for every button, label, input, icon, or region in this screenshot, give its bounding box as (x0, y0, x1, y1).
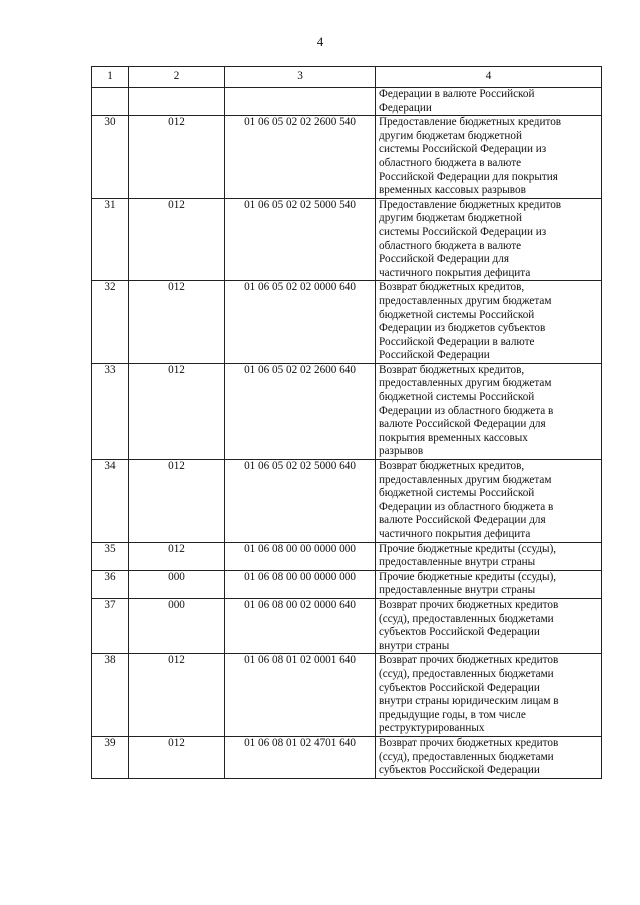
desc-line: бюджетной системы Российской (379, 391, 535, 404)
page-number: 4 (316, 34, 324, 49)
desc-line: Федерации из бюджетов субъектов (379, 322, 546, 335)
desc-line: областного бюджета в валюте (379, 156, 522, 169)
table-row (92, 281, 602, 364)
cell-kbk: 01 06 05 02 02 5000 540 (225, 198, 376, 281)
cell-description (376, 460, 602, 543)
table-row (92, 116, 602, 199)
cell-description (376, 570, 602, 598)
desc-line: Возврат прочих бюджетных кредитов (379, 736, 559, 749)
cell-num: 30 (92, 116, 129, 199)
desc-line: Федерации в валюте Российской (379, 88, 535, 100)
desc-line: другим бюджетам бюджетной (379, 212, 522, 225)
desc-line: Возврат бюджетных кредитов, (379, 281, 525, 294)
cell-description (376, 281, 602, 364)
header-col-1: 1 (92, 67, 129, 88)
table-row (92, 460, 602, 543)
desc-line: Возврат прочих бюджетных кредитов (379, 654, 559, 667)
desc-line: субъектов Российской Федерации (379, 626, 540, 639)
cell-code: 012 (129, 116, 225, 199)
cell-kbk: 01 06 08 01 02 4701 640 (225, 736, 376, 778)
desc-line: Прочие бюджетные кредиты (ссуды), (379, 542, 557, 555)
table-row (92, 736, 602, 778)
desc-line: субъектов Российской Федерации (379, 764, 540, 777)
cell-description (376, 598, 602, 653)
desc-line: Предоставление бюджетных кредитов (379, 116, 562, 129)
table-row (92, 198, 602, 281)
desc-line: Федерации (379, 101, 432, 114)
cell-num: 32 (92, 281, 129, 364)
desc-line: предоставленных другим бюджетам (379, 473, 552, 486)
cell-code: 000 (129, 570, 225, 598)
cell-num (92, 88, 129, 116)
cell-code: 012 (129, 198, 225, 281)
cell-num: 38 (92, 654, 129, 737)
desc-line: Федерации из областного бюджета в (379, 500, 554, 513)
cell-code: 012 (129, 654, 225, 737)
desc-line: (ссуд), предоставленных бюджетами (379, 750, 554, 763)
desc-line: Российской Федерации для (379, 253, 509, 266)
cell-description (376, 654, 602, 737)
desc-line: другим бюджетам бюджетной (379, 129, 522, 142)
table-row (92, 363, 602, 459)
desc-line: Российской Федерации для покрытия (379, 170, 558, 183)
cell-kbk: 01 06 08 00 00 0000 000 (225, 542, 376, 570)
desc-line: Российской Федерации в валюте (379, 335, 535, 348)
desc-line: предыдущие годы, в том числе (379, 708, 526, 721)
desc-line: частичного покрытия дефицита (379, 266, 531, 279)
desc-line: субъектов Российской Федерации (379, 681, 540, 694)
desc-line: Возврат прочих бюджетных кредитов (379, 598, 559, 611)
desc-line: предоставленные внутри страны (379, 584, 536, 597)
desc-line: валюте Российской Федерации для (379, 418, 546, 431)
desc-line: частичного покрытия дефицита (379, 528, 531, 540)
desc-line: Федерации из областного бюджета в (379, 404, 554, 417)
cell-code: 012 (129, 736, 225, 778)
cell-kbk (225, 88, 376, 116)
desc-line: системы Российской Федерации из (379, 143, 547, 156)
cell-description (376, 736, 602, 778)
table-row (92, 654, 602, 737)
header-col-2: 2 (129, 67, 225, 88)
cell-description (376, 363, 602, 459)
cell-code: 012 (129, 363, 225, 459)
desc-line: разрывов (379, 445, 424, 458)
cell-code: 000 (129, 598, 225, 653)
cell-num: 33 (92, 363, 129, 459)
desc-line: внутри страны юридическим лицам в (379, 695, 559, 708)
desc-line: Предоставление бюджетных кредитов (379, 198, 562, 211)
desc-line: временных кассовых разрывов (379, 184, 526, 197)
header-col-3: 3 (225, 67, 376, 88)
cell-description (376, 198, 602, 281)
desc-line: бюджетной системы Российской (379, 308, 535, 321)
cell-kbk: 01 06 08 00 00 0000 000 (225, 570, 376, 598)
cell-kbk: 01 06 08 01 02 0001 640 (225, 654, 376, 737)
desc-line: реструктурированных (379, 722, 485, 735)
desc-line: (ссуд), предоставленных бюджетами (379, 612, 554, 625)
cell-kbk: 01 06 05 02 02 2600 640 (225, 363, 376, 459)
desc-line: Возврат бюджетных кредитов, (379, 363, 525, 376)
cell-kbk: 01 06 08 00 02 0000 640 (225, 598, 376, 653)
desc-line: Российской Федерации (379, 349, 490, 362)
desc-line: покрытия временных кассовых (379, 431, 528, 444)
cell-code: 012 (129, 281, 225, 364)
desc-line: предоставленные внутри страны (379, 556, 536, 569)
desc-line: предоставленных другим бюджетам (379, 294, 552, 307)
cell-num: 35 (92, 542, 129, 570)
desc-line: Прочие бюджетные кредиты (ссуды), (379, 570, 557, 583)
table-row (92, 598, 602, 653)
cell-num: 37 (92, 598, 129, 653)
desc-line: Возврат бюджетных кредитов, (379, 460, 525, 473)
continuation-row (92, 88, 602, 116)
table-header-row (92, 67, 602, 88)
table-row (92, 542, 602, 570)
cell-code: 012 (129, 460, 225, 543)
cell-num: 39 (92, 736, 129, 778)
desc-line: валюте Российской Федерации для (379, 514, 546, 527)
cell-description (376, 542, 602, 570)
cell-code (129, 88, 225, 116)
desc-line: системы Российской Федерации из (379, 225, 547, 238)
cell-kbk: 01 06 05 02 02 5000 640 (225, 460, 376, 543)
desc-line: бюджетной системы Российской (379, 487, 535, 500)
desc-line: внутри страны (379, 639, 450, 652)
desc-line: (ссуд), предоставленных бюджетами (379, 667, 554, 680)
budget-sources-table (91, 66, 602, 779)
cell-description (376, 116, 602, 199)
cell-kbk: 01 06 05 02 02 2600 540 (225, 116, 376, 199)
cell-code: 012 (129, 542, 225, 570)
cell-num: 31 (92, 198, 129, 281)
header-col-4: 4 (376, 67, 602, 88)
desc-line: предоставленных другим бюджетам (379, 377, 552, 390)
cell-num: 34 (92, 460, 129, 543)
cell-num: 36 (92, 570, 129, 598)
table-row (92, 570, 602, 598)
cell-kbk: 01 06 05 02 02 0000 640 (225, 281, 376, 364)
cell-description (376, 88, 602, 116)
desc-line: областного бюджета в валюте (379, 239, 522, 252)
